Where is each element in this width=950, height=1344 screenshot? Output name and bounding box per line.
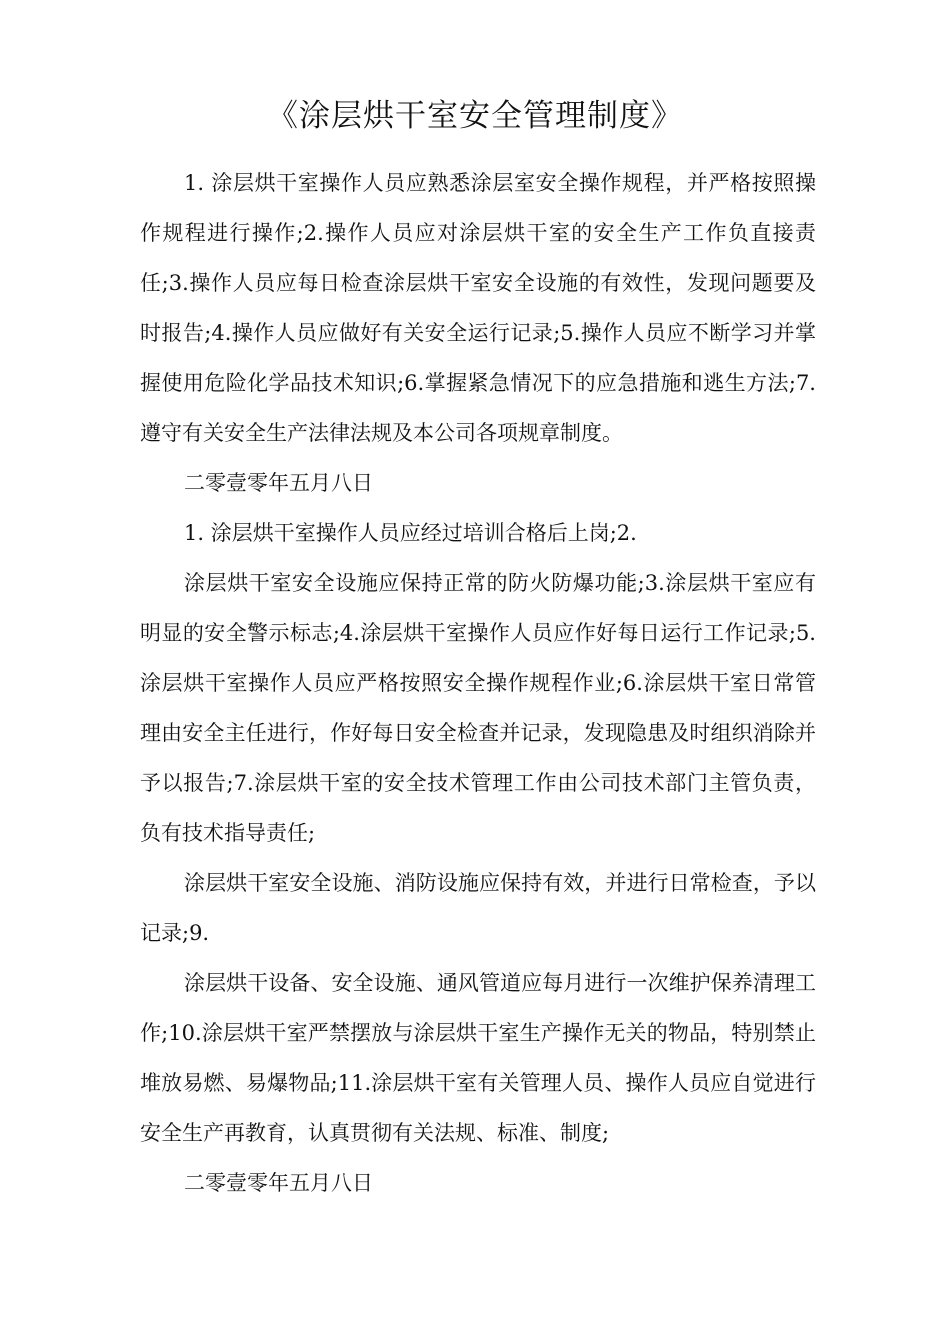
paragraph-fire-facilities: 涂层烘干室安全设施、消防设施应保持有效，并进行日常检查，予以记录;9. — [140, 871, 816, 945]
paragraph-date-2: 二零壹零年五月八日 — [184, 1171, 373, 1195]
paragraph-date: 二零壹零年五月八日 — [184, 471, 373, 495]
document-title: 《涂层烘干室安全管理制度》 — [267, 98, 683, 134]
paragraph-operator-duties: 1. 涂层烘干室操作人员应熟悉涂层室安全操作规程，并严格按照操作规程进行操作;2.操作人员应对涂层烘干室的安全生产工作负直接责任;3.操作人员应每日检查涂层烘干室安全设施的有效性，发现问题要及时报告;4.操作人员应做好有关安全运行记录;5.操作人员应不断学习并掌握使用危险化学品技术知识;6.掌握紧急情况下的应急措施和逃生方法;7.遵守有关安全生产法律法规及本公司各项规章制度。 — [140, 171, 816, 445]
paragraph-training: 1. 涂层烘干室操作人员应经过培训合格后上岗;2. — [184, 521, 637, 545]
document-body — [140, 158, 816, 1208]
paragraph-safety-facilities: 涂层烘干室安全设施应保持正常的防火防爆功能;3.涂层烘干室应有明显的安全警示标志;4.涂层烘干室操作人员应作好每日运行工作记录;5.涂层烘干室操作人员应严格按照安全操作规程作业;6.涂层烘干室日常管理由安全主任进行，作好每日安全检查并记录，发现隐患及时组织消除并予以报告;7.涂层烘干室的安全技术管理工作由公司技术部门主管负责，负有技术指导责任; — [140, 571, 816, 845]
paragraph-maintenance: 涂层烘干设备、安全设施、通风管道应每月进行一次维护保养清理工作;10.涂层烘干室严禁摆放与涂层烘干室生产操作无关的物品，特别禁止堆放易燃、易爆物品;11.涂层烘干室有关管理人员、操作人员应自觉进行安全生产再教育，认真贯彻有关法规、标准、制度; — [140, 971, 816, 1145]
